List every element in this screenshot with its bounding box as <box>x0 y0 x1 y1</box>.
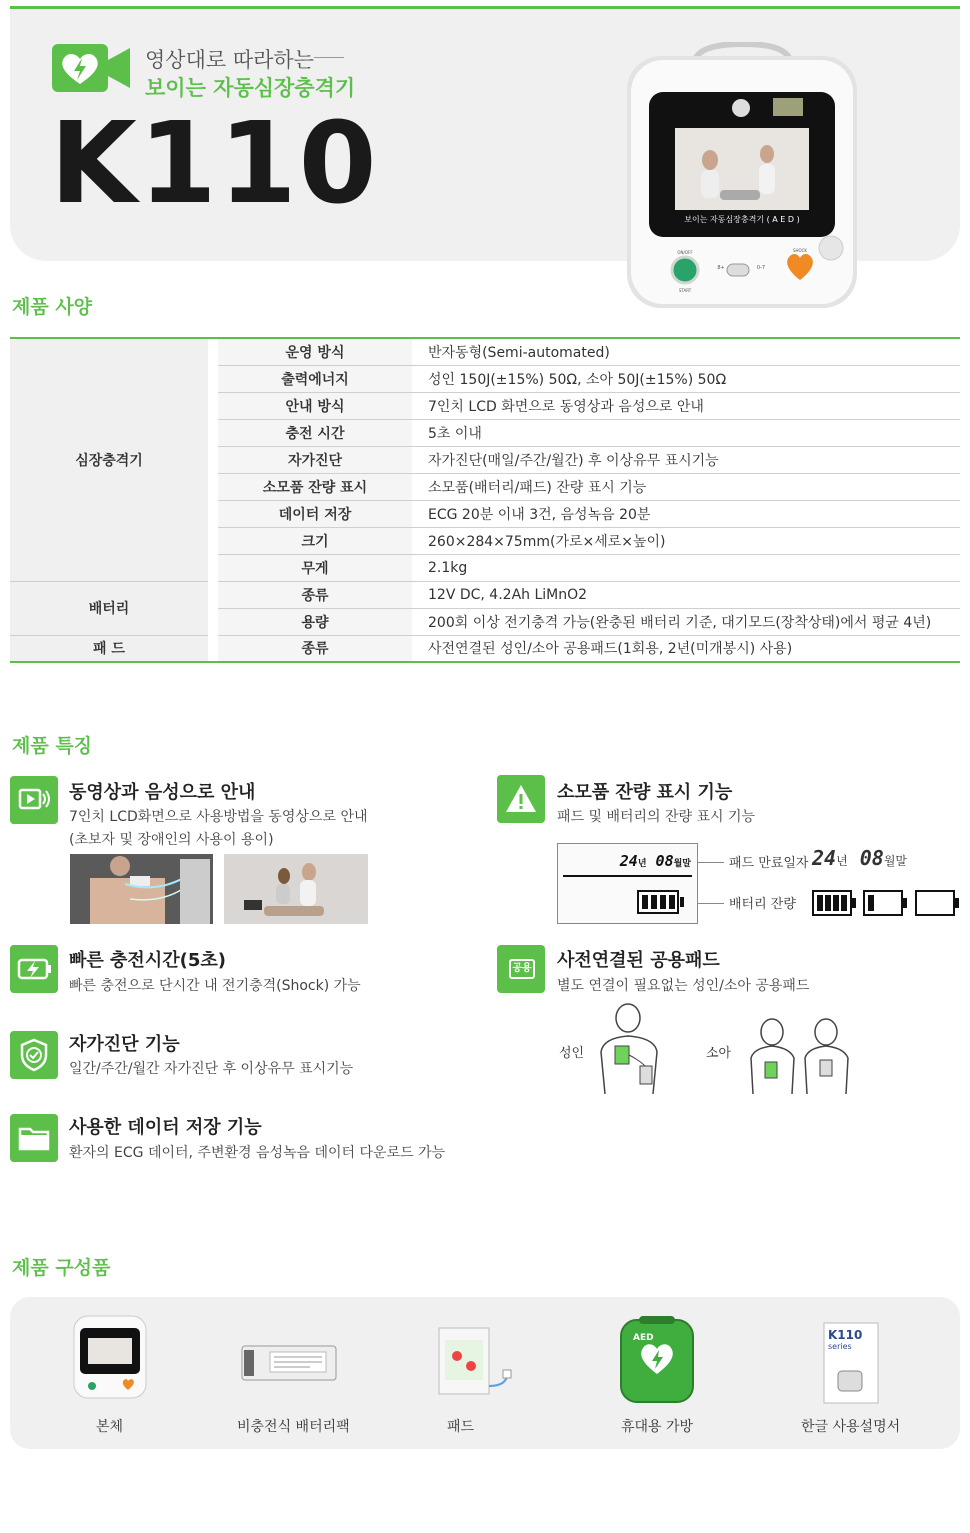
hero-tagline-2: 보이는 자동심장충격기 <box>145 76 356 100</box>
main-unit-image <box>72 1312 148 1400</box>
battery-full-icon <box>812 890 852 916</box>
spec-category-pad: 패 드 <box>10 635 208 662</box>
spec-key: 용량 <box>218 608 412 635</box>
component-label: 본체 <box>96 1419 124 1435</box>
spec-value: 2.1kg <box>412 554 960 581</box>
feature-data-title: 사용한 데이터 저장 기능 <box>69 1117 262 1138</box>
device-adult-label: 8+ <box>717 265 725 271</box>
lcd-divider <box>563 875 692 877</box>
feature-data-desc: 환자의 ECG 데이터, 주변환경 음성녹음 데이터 다운로드 가능 <box>69 1145 446 1161</box>
manual-title: K110 <box>828 1328 863 1342</box>
manual-sub: series <box>828 1342 852 1351</box>
spec-key: 운영 방식 <box>218 338 412 365</box>
components-section-title: 제품 구성품 <box>12 1257 111 1279</box>
spec-value: 성인 150J(±15%) 50Ω, 소아 50J(±15%) 50Ω <box>412 365 960 392</box>
spec-key: 자가진단 <box>218 446 412 473</box>
pad-expiry-date: 24년 08월말 <box>812 846 908 870</box>
device-shock-label: SHOCK <box>792 248 808 253</box>
features-section-title: 제품 특징 <box>12 735 93 757</box>
device-child-label: 0-7 <box>756 265 766 271</box>
connector-line <box>698 903 724 904</box>
cpr-video-photo-2 <box>224 854 368 924</box>
spec-value: 반자동형(Semi-automated) <box>412 338 960 365</box>
feature-pads-title: 사전연결된 공용패드 <box>557 950 720 971</box>
child-label: 소아 <box>706 1046 732 1061</box>
lcd-battery-cap <box>680 897 684 907</box>
spec-value: 소모품(배터리/패드) 잔량 표시 기능 <box>412 473 960 500</box>
feature-selftest-title: 자가진단 기능 <box>69 1034 180 1055</box>
battery-cap <box>955 898 959 908</box>
spec-key: 종류 <box>218 635 412 662</box>
lcd-display <box>557 843 698 924</box>
bag-aed-text: AED <box>633 1333 654 1343</box>
feature-consumable-title: 소모품 잔량 표시 기능 <box>557 782 733 803</box>
video-guide-icon <box>10 776 58 824</box>
spec-section-title: 제품 사양 <box>12 296 93 318</box>
spec-key: 소모품 잔량 표시 <box>218 473 412 500</box>
battery-level-label: 배터리 잔량 <box>729 897 796 912</box>
fast-charge-icon <box>10 945 58 993</box>
component-label: 한글 사용설명서 <box>801 1419 901 1435</box>
model-name: K110 <box>50 99 379 229</box>
shield-check-icon <box>10 1031 58 1079</box>
spec-table <box>10 337 960 663</box>
spec-key: 종류 <box>218 581 412 608</box>
spec-key: 무게 <box>218 554 412 581</box>
battery-cap <box>852 898 856 908</box>
spec-value: ECG 20분 이내 3건, 음성녹음 20분 <box>412 500 960 527</box>
component-label: 패드 <box>447 1419 475 1435</box>
feature-video-title: 동영상과 음성으로 안내 <box>69 782 256 803</box>
feature-consumable-desc: 패드 및 배터리의 잔량 표시 기능 <box>557 809 756 825</box>
spec-value: 12V DC, 4.2Ah LiMnO2 <box>412 581 960 608</box>
spec-key: 안내 방식 <box>218 392 412 419</box>
folder-icon <box>10 1114 58 1162</box>
spec-value: 200회 이상 전기충격 가능(완충된 배터리 기준, 대기모드(장착상태)에서 평균 4년) <box>412 608 960 635</box>
feature-charge-desc: 빠른 충전으로 단시간 내 전기충격(Shock) 가능 <box>69 978 361 994</box>
battery-cap <box>903 898 907 908</box>
spec-value: 사전연결된 성인/소아 공용패드(1회용, 2년(미개봉시) 사용) <box>412 635 960 662</box>
component-label: 비충전식 배터리팩 <box>237 1419 350 1435</box>
feature-video-note: (초보자 및 장애인의 사용이 용이) <box>69 832 274 848</box>
spec-value: 5초 이내 <box>412 419 960 446</box>
feature-selftest-desc: 일간/주간/월간 자가진단 후 이상유무 표시기능 <box>69 1061 354 1077</box>
spec-key: 데이터 저장 <box>218 500 412 527</box>
lcd-battery-icon <box>637 890 679 914</box>
battery-low-icon <box>863 890 903 916</box>
device-start-label: START <box>678 288 692 293</box>
pad-package-image <box>437 1326 517 1396</box>
lcd-date: 24년 08월말 <box>619 852 691 870</box>
adult-pad-figure <box>595 1002 665 1094</box>
feature-charge-title: 빠른 충전시간(5초) <box>69 950 226 971</box>
warning-icon <box>497 775 545 823</box>
cpr-video-photo-1 <box>70 854 213 924</box>
spec-category-defib: 심장충격기 <box>10 338 208 581</box>
spec-category-battery: 배터리 <box>10 581 208 635</box>
user-manual-image <box>822 1321 880 1405</box>
tagline-dash <box>314 57 344 58</box>
spec-value: 260×284×75mm(가로×세로×높이) <box>412 527 960 554</box>
shared-pad-icon: 공용 <box>497 945 545 993</box>
feature-video-desc: 7인치 LCD화면으로 사용방법을 동영상으로 안내 <box>69 809 368 825</box>
pad-expiry-label: 패드 만료일자 <box>729 856 809 871</box>
spec-value: 7인치 LCD 화면으로 동영상과 음성으로 안내 <box>412 392 960 419</box>
battery-empty-icon <box>915 890 955 916</box>
spec-key: 충전 시간 <box>218 419 412 446</box>
adult-label: 성인 <box>559 1046 585 1061</box>
child-pad-back-figure <box>802 1018 852 1094</box>
aed-device-image <box>625 42 860 310</box>
hero-tagline-1: 영상대로 따라하는 <box>145 48 314 72</box>
aed-camera-logo-icon <box>52 44 130 92</box>
child-pad-front-figure <box>748 1018 798 1094</box>
feature-pads-desc: 별도 연결이 필요없는 성인/소아 공용패드 <box>557 978 810 994</box>
carry-bag-image <box>619 1314 695 1404</box>
spec-key: 출력에너지 <box>218 365 412 392</box>
device-onoff-label: ON/OFF <box>677 250 693 255</box>
component-label: 휴대용 가방 <box>621 1419 694 1435</box>
battery-pack-image <box>240 1340 338 1384</box>
spec-value: 자가진단(매일/주간/월간) 후 이상유무 표시기능 <box>412 446 960 473</box>
device-screen-text: 보이는 자동심장충격기 ( A E D ) <box>684 215 800 224</box>
spec-key: 크기 <box>218 527 412 554</box>
connector-line <box>698 862 724 863</box>
